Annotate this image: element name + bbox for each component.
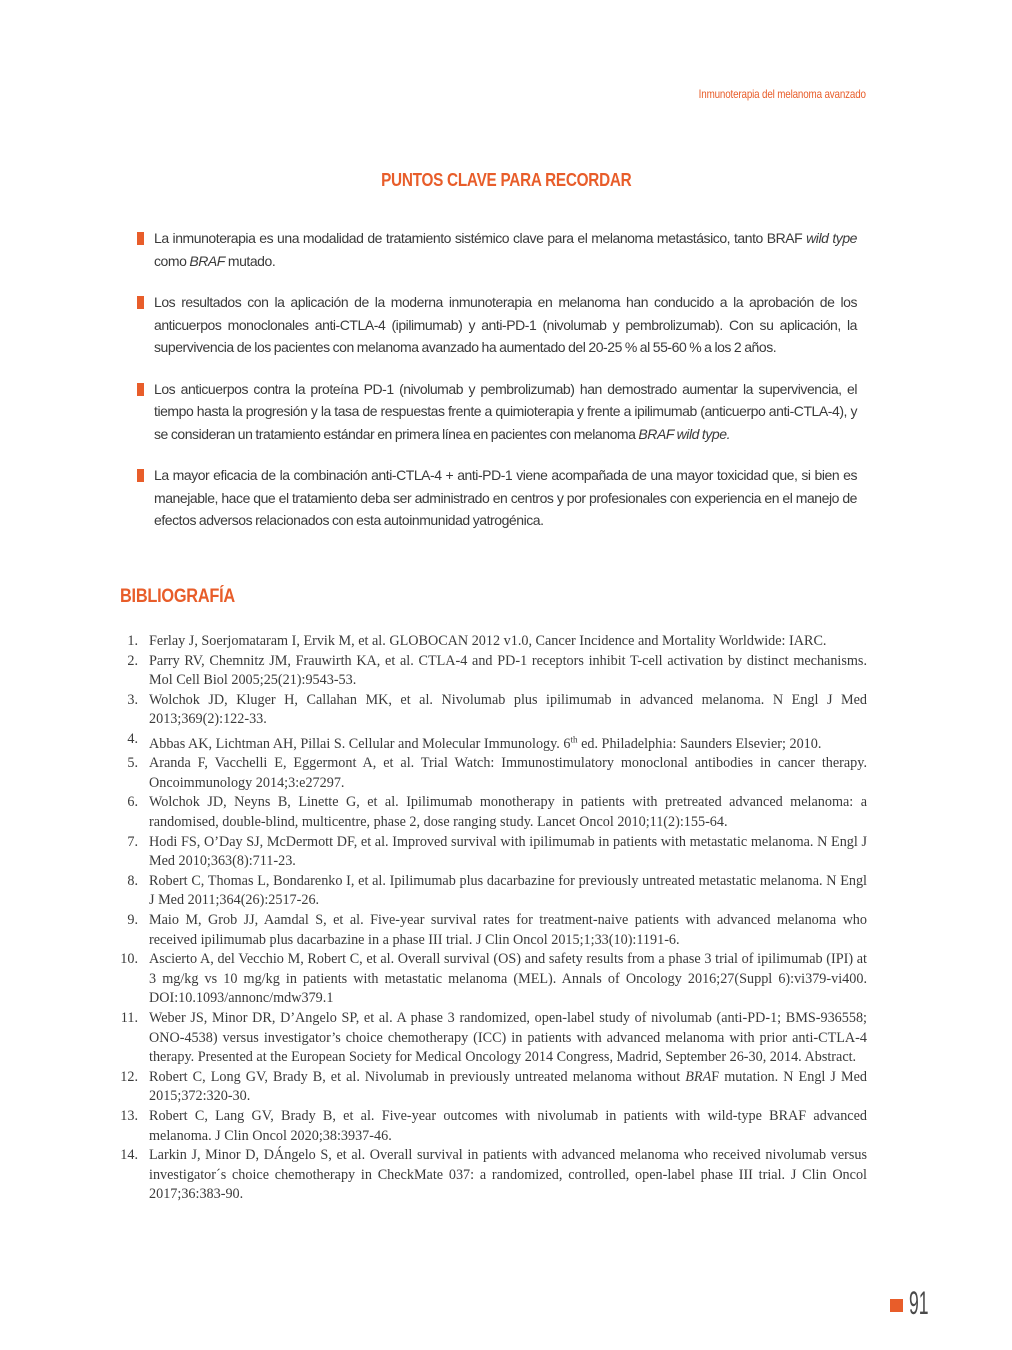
reference-item: [114, 911, 867, 950]
bullet-square-icon: [137, 296, 144, 309]
key-point-item: [137, 227, 857, 272]
bullet-square-icon: [137, 469, 144, 482]
reference-item: [114, 652, 867, 691]
reference-text: [149, 733, 822, 752]
reference-number: 12.: [120, 1068, 138, 1085]
reference-number: 10.: [120, 951, 138, 968]
text-run: La inmunoterapia es una modalidad de tratamiento sistémico clave para el melanoma metastásico, tanto BRAF: [154, 230, 807, 246]
text-run: mutado.: [224, 252, 276, 269]
reference-item: [114, 872, 867, 911]
text-run: Ascierto A, del Vecchio M, Robert C, et al. Overall survival (OS) and safety results from a phase 3 trial of ipilimumab (IPI) at 3 mg/kg vs 10 mg/kg in patients with metastatic melanoma (MEL). Annals of Oncology 2016;27(Suppl 6):vi379-vi400. DOI:10.1093/annonc/mdw379.1: [149, 951, 867, 1007]
reference-number: 8.: [127, 872, 138, 889]
reference-item: [114, 950, 867, 1009]
reference-text: [149, 692, 867, 728]
text-run: Wolchok JD, Kluger H, Callahan MK, et al. Nivolumab plus ipilimumab in advanced melanoma. N Engl J Med 2013;369(2):122-33.: [149, 691, 867, 728]
text-run: BRAF wild type.: [638, 425, 731, 442]
reference-text: [149, 834, 867, 870]
reference-number: 13.: [120, 1107, 138, 1124]
reference-text: [149, 1010, 867, 1065]
reference-number: 2.: [127, 652, 138, 669]
reference-number: 7.: [127, 833, 138, 850]
reference-item: [114, 691, 867, 730]
reference-text: [149, 794, 867, 830]
text-run: F mutation. N Engl J Med 2015;372:320-30.: [149, 1068, 867, 1105]
key-point-text: [154, 230, 857, 269]
text-run: BRA: [685, 1068, 712, 1085]
reference-item: [114, 754, 867, 793]
key-point-text: [154, 294, 857, 355]
bullet-square-icon: [137, 232, 144, 245]
page-number: 91: [909, 1285, 929, 1321]
text-run: th: [570, 733, 578, 744]
reference-item: [114, 730, 867, 754]
text-run: Parry RV, Chemnitz JM, Frauwirth KA, et al. CTLA-4 and PD-1 receptors inhibit T-cell activation by distinct mechanisms. Mol Cell Biol 2005;25(21):9543-53.: [149, 652, 867, 689]
reference-item: [114, 1068, 867, 1107]
reference-text: [149, 653, 867, 689]
text-run: Hodi FS, O’Day SJ, McDermott DF, et al. Improved survival with ipilimumab in patients with metastatic melanoma. N Engl J Med 2010;363(8):711-23.: [149, 833, 867, 870]
text-run: Abbas AK, Lichtman AH, Pillai S. Cellular and Molecular Immunology. 6: [149, 735, 571, 752]
text-run: Weber JS, Minor DR, D’Angelo SP, et al. A phase 3 randomized, open-label study of nivolumab (anti-PD-1; BMS-936558; ONO-4538) versus investigator’s choice chemotherapy (ICC) in patients with advanced melanoma with prior anti-CTLA-4 therapy. Presented at the European Society for Medical Oncology 2014 Congress, Madrid, September 26-30, 2014. Abstract.: [149, 1010, 867, 1066]
key-points-title: [0, 170, 1012, 191]
reference-text: [149, 1147, 867, 1202]
text-run: Wolchok JD, Neyns B, Linette G, et al. Ipilimumab monotherapy in patients with pretreated advanced melanoma: a randomised, double-blind, multicentre, phase 2, dose ranging study. Lancet Oncol 2010;11(2):155-64.: [149, 794, 867, 831]
text-run: Los anticuerpos contra la proteína PD-1 (nivolumab y pembrolizumab) han demostrado aumentar la supervivencia, el tiempo hasta la progresión y la tasa de respuestas frente a quimioterapia y frente a ipilimumab (anticuerpo anti-CTLA-4), y se consideran un tratamiento estándar en primera línea en pacientes con melanoma: [154, 380, 857, 442]
reference-item: [114, 793, 867, 832]
reference-number: 14.: [120, 1147, 138, 1164]
bibliography-title: BIBLIOGRAFÍA: [120, 586, 235, 607]
reference-number: 5.: [127, 755, 138, 772]
reference-text: [149, 1069, 867, 1105]
key-points-title-text: PUNTOS CLAVE PARA RECORDAR: [380, 170, 632, 190]
key-point-item: [137, 464, 857, 532]
text-run: Robert C, Lang GV, Brady B, et al. Five-year outcomes with nivolumab in patients with wild-type BRAF advanced melanoma. J Clin Oncol 2020;38:3937-46.: [149, 1107, 867, 1144]
reference-number: 1.: [127, 633, 138, 649]
reference-text: [149, 951, 867, 1006]
text-run: Robert C, Thomas L, Bondarenko I, et al. Ipilimumab plus dacarbazine for previously untreated metastatic melanoma. N Engl J Med 2011;364(26):2517-26.: [149, 872, 867, 909]
page-marker-square: [890, 1299, 903, 1312]
reference-number: 4.: [127, 730, 138, 747]
reference-item: [114, 1146, 867, 1205]
reference-text: [149, 873, 867, 909]
reference-item: [114, 833, 867, 872]
reference-text: [149, 912, 867, 948]
reference-number: 3.: [127, 691, 138, 708]
text-run: wild type: [806, 230, 857, 246]
reference-text: [149, 755, 867, 791]
bullet-square-icon: [137, 383, 144, 396]
key-points-list: [137, 227, 857, 551]
text-run: Robert C, Long GV, Brady B, et al. Nivolumab in previously untreated melanoma without: [149, 1068, 686, 1085]
text-run: ed. Philadelphia: Saunders Elsevier; 2010.: [577, 735, 822, 752]
reference-item: [114, 1009, 867, 1068]
references-list: [114, 632, 867, 1205]
key-point-text: [154, 381, 857, 442]
text-run: La mayor eficacia de la combinación anti-CTLA-4 + anti-PD-1 viene acompañada de una mayor toxicidad que, si bien es manejable, hace que el tratamiento deba ser administrado en centros y por profesionales con experiencia en el manejo de efectos adversos relacionados con esta autoinmunidad yatrogénica.: [154, 467, 857, 528]
text-run: BRAF: [189, 252, 225, 269]
reference-item: [114, 632, 867, 652]
text-run: Aranda F, Vacchelli E, Eggermont A, et al. Trial Watch: Immunostimulatory monoclonal antibodies in cancer therapy. Oncoimmunology 2014;3:e27297.: [149, 755, 867, 791]
reference-text: [149, 633, 826, 649]
text-run: Maio M, Grob JJ, Aamdal S, et al. Five-year survival rates for treatment-naive patients with advanced melanoma who received ipilimumab plus dacarbazine in a phase III trial. J Clin Oncol 2015;1;33(10):1191-6.: [149, 912, 867, 948]
reference-number: 6.: [127, 794, 138, 811]
text-run: Ferlay J, Soerjomataram I, Ervik M, et al. GLOBOCAN 2012 v1.0, Cancer Incidence and Mortality Worldwide: IARC.: [149, 633, 827, 649]
reference-number: 9.: [127, 912, 138, 929]
text-run: Los resultados con la aplicación de la moderna inmunoterapia en melanoma han conducido a la aprobación de los anticuerpos monoclonales anti-CTLA-4 (ipilimumab) y anti-PD-1 (nivolumab y pembrolizumab). Con su aplicación, la supervivencia de los pacientes con melanoma avanzado ha aumentado del 20-25 % al 55-60 % a los 2 años.: [154, 294, 857, 355]
text-run: como: [154, 252, 190, 269]
reference-number: 11.: [120, 1010, 138, 1027]
reference-item: [114, 1107, 867, 1146]
reference-text: [149, 1108, 867, 1144]
key-point-item: [137, 291, 857, 359]
key-point-item: [137, 378, 857, 446]
key-point-text: [154, 467, 857, 528]
text-run: Larkin J, Minor D, DÁngelo S, et al. Overall survival in patients with advanced melanoma who received nivolumab versus investigator´s choice chemotherapy in CheckMate 037: a randomized, controlled, open-label phase III trial. J Clin Oncol 2017;36:383-90.: [149, 1147, 867, 1203]
running-header: Inmunoterapia del melanoma avanzado: [698, 87, 866, 101]
